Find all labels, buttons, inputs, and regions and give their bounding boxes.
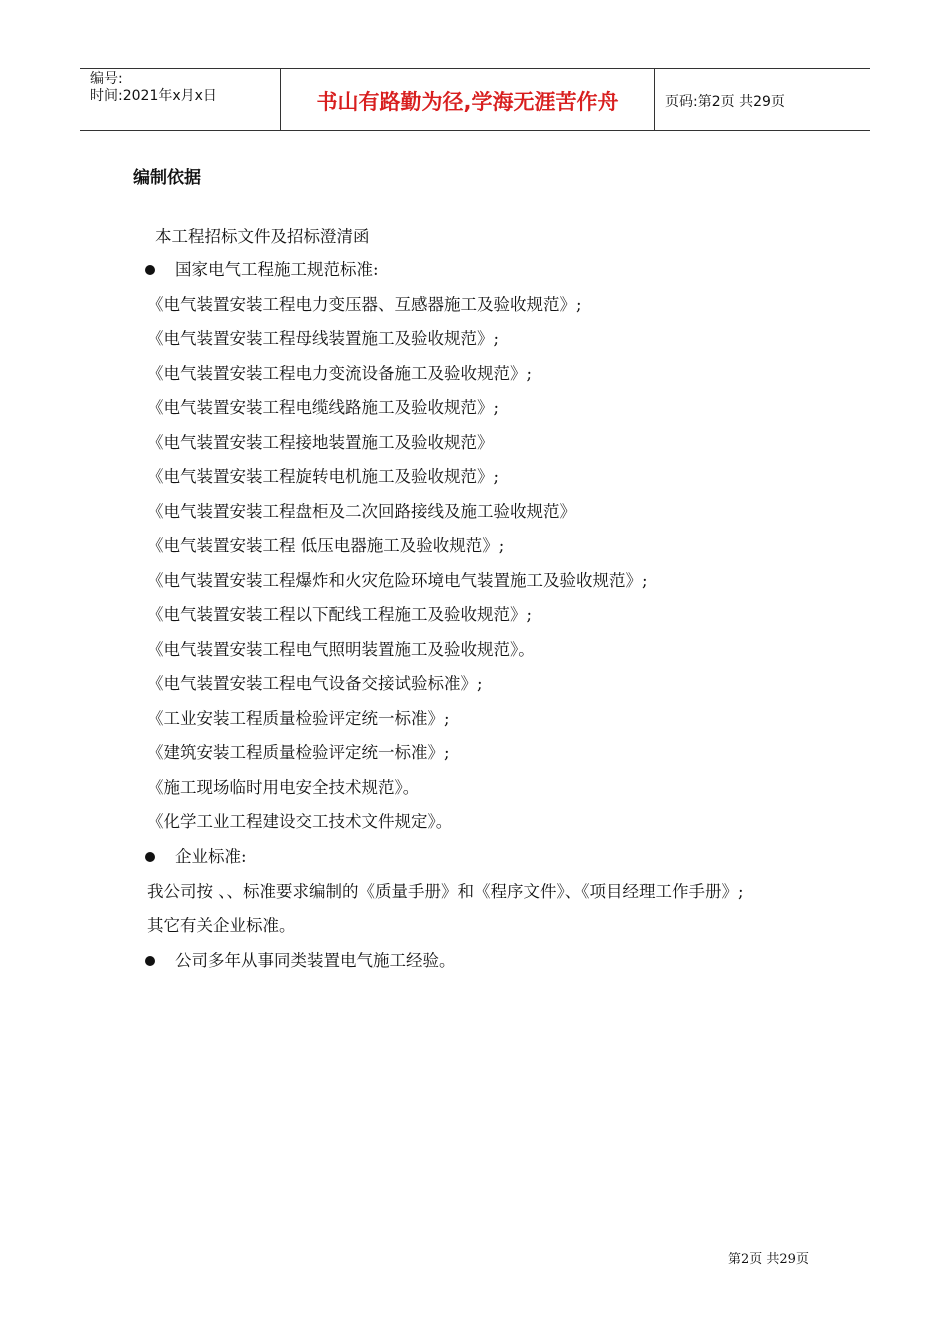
intro-line: 本工程招标文件及招标澄清函 xyxy=(155,227,370,246)
page-footer: 第2页 共29页 xyxy=(728,1252,809,1267)
standard-item: 《电气装置安装工程以下配线工程施工及验收规范》; xyxy=(147,605,533,624)
standard-item: 《化学工业工程建设交工技术文件规定》。 xyxy=(147,812,453,831)
enterprise-item: 其它有关企业标准。 xyxy=(147,916,296,935)
enterprise-item: 我公司按 、、标准要求编制的《质量手册》和《程序文件》、《项目经理工作手册》; xyxy=(147,882,744,901)
section-title: 编制依据 xyxy=(133,168,201,188)
bullet-icon xyxy=(145,265,155,275)
header-page-number: 页码:第2页 共29页 xyxy=(665,93,785,110)
standard-item: 《电气装置安装工程旋转电机施工及验收规范》; xyxy=(147,467,500,486)
standard-item: 《建筑安装工程质量检验评定统一标准》; xyxy=(147,743,450,762)
standard-item: 《电气装置安装工程母线装置施工及验收规范》; xyxy=(147,329,500,348)
standard-item: 《电气装置安装工程电缆线路施工及验收规范》; xyxy=(147,398,500,417)
bullet-icon xyxy=(145,956,155,966)
standard-item: 《电气装置安装工程电气设备交接试验标准》; xyxy=(147,674,483,693)
standard-item: 《电气装置安装工程电力变压器、互感器施工及验收规范》; xyxy=(147,295,582,314)
bullet-experience: 公司多年从事同类装置电气施工经验。 xyxy=(175,951,456,970)
standard-item: 《施工现场临时用电安全技术规范》。 xyxy=(147,778,420,797)
standard-item: 《电气装置安装工程爆炸和火灾危险环境电气装置施工及验收规范》; xyxy=(147,571,648,590)
page-header xyxy=(80,68,870,131)
header-meta xyxy=(80,69,281,130)
bullet-national-standards: 国家电气工程施工规范标准: xyxy=(175,260,379,279)
doc-number-label: 编号: xyxy=(90,71,123,87)
standard-item: 《工业安装工程质量检验评定统一标准》; xyxy=(147,709,450,728)
doc-time-label: 时间:2021年x月x日 xyxy=(90,88,217,104)
bullet-icon xyxy=(145,852,155,862)
standard-item: 《电气装置安装工程 低压电器施工及验收规范》; xyxy=(147,536,505,555)
standard-item: 《电气装置安装工程电力变流设备施工及验收规范》; xyxy=(147,364,533,383)
header-motto: 书山有路勤为径,学海无涯苦作舟 xyxy=(281,69,655,130)
standard-item: 《电气装置安装工程接地装置施工及验收规范》 xyxy=(147,433,494,452)
standard-item: 《电气装置安装工程电气照明装置施工及验收规范》。 xyxy=(147,640,535,659)
standard-item: 《电气装置安装工程盘柜及二次回路接线及施工验收规范》 xyxy=(147,502,576,521)
bullet-enterprise-standards: 企业标准: xyxy=(175,847,247,866)
